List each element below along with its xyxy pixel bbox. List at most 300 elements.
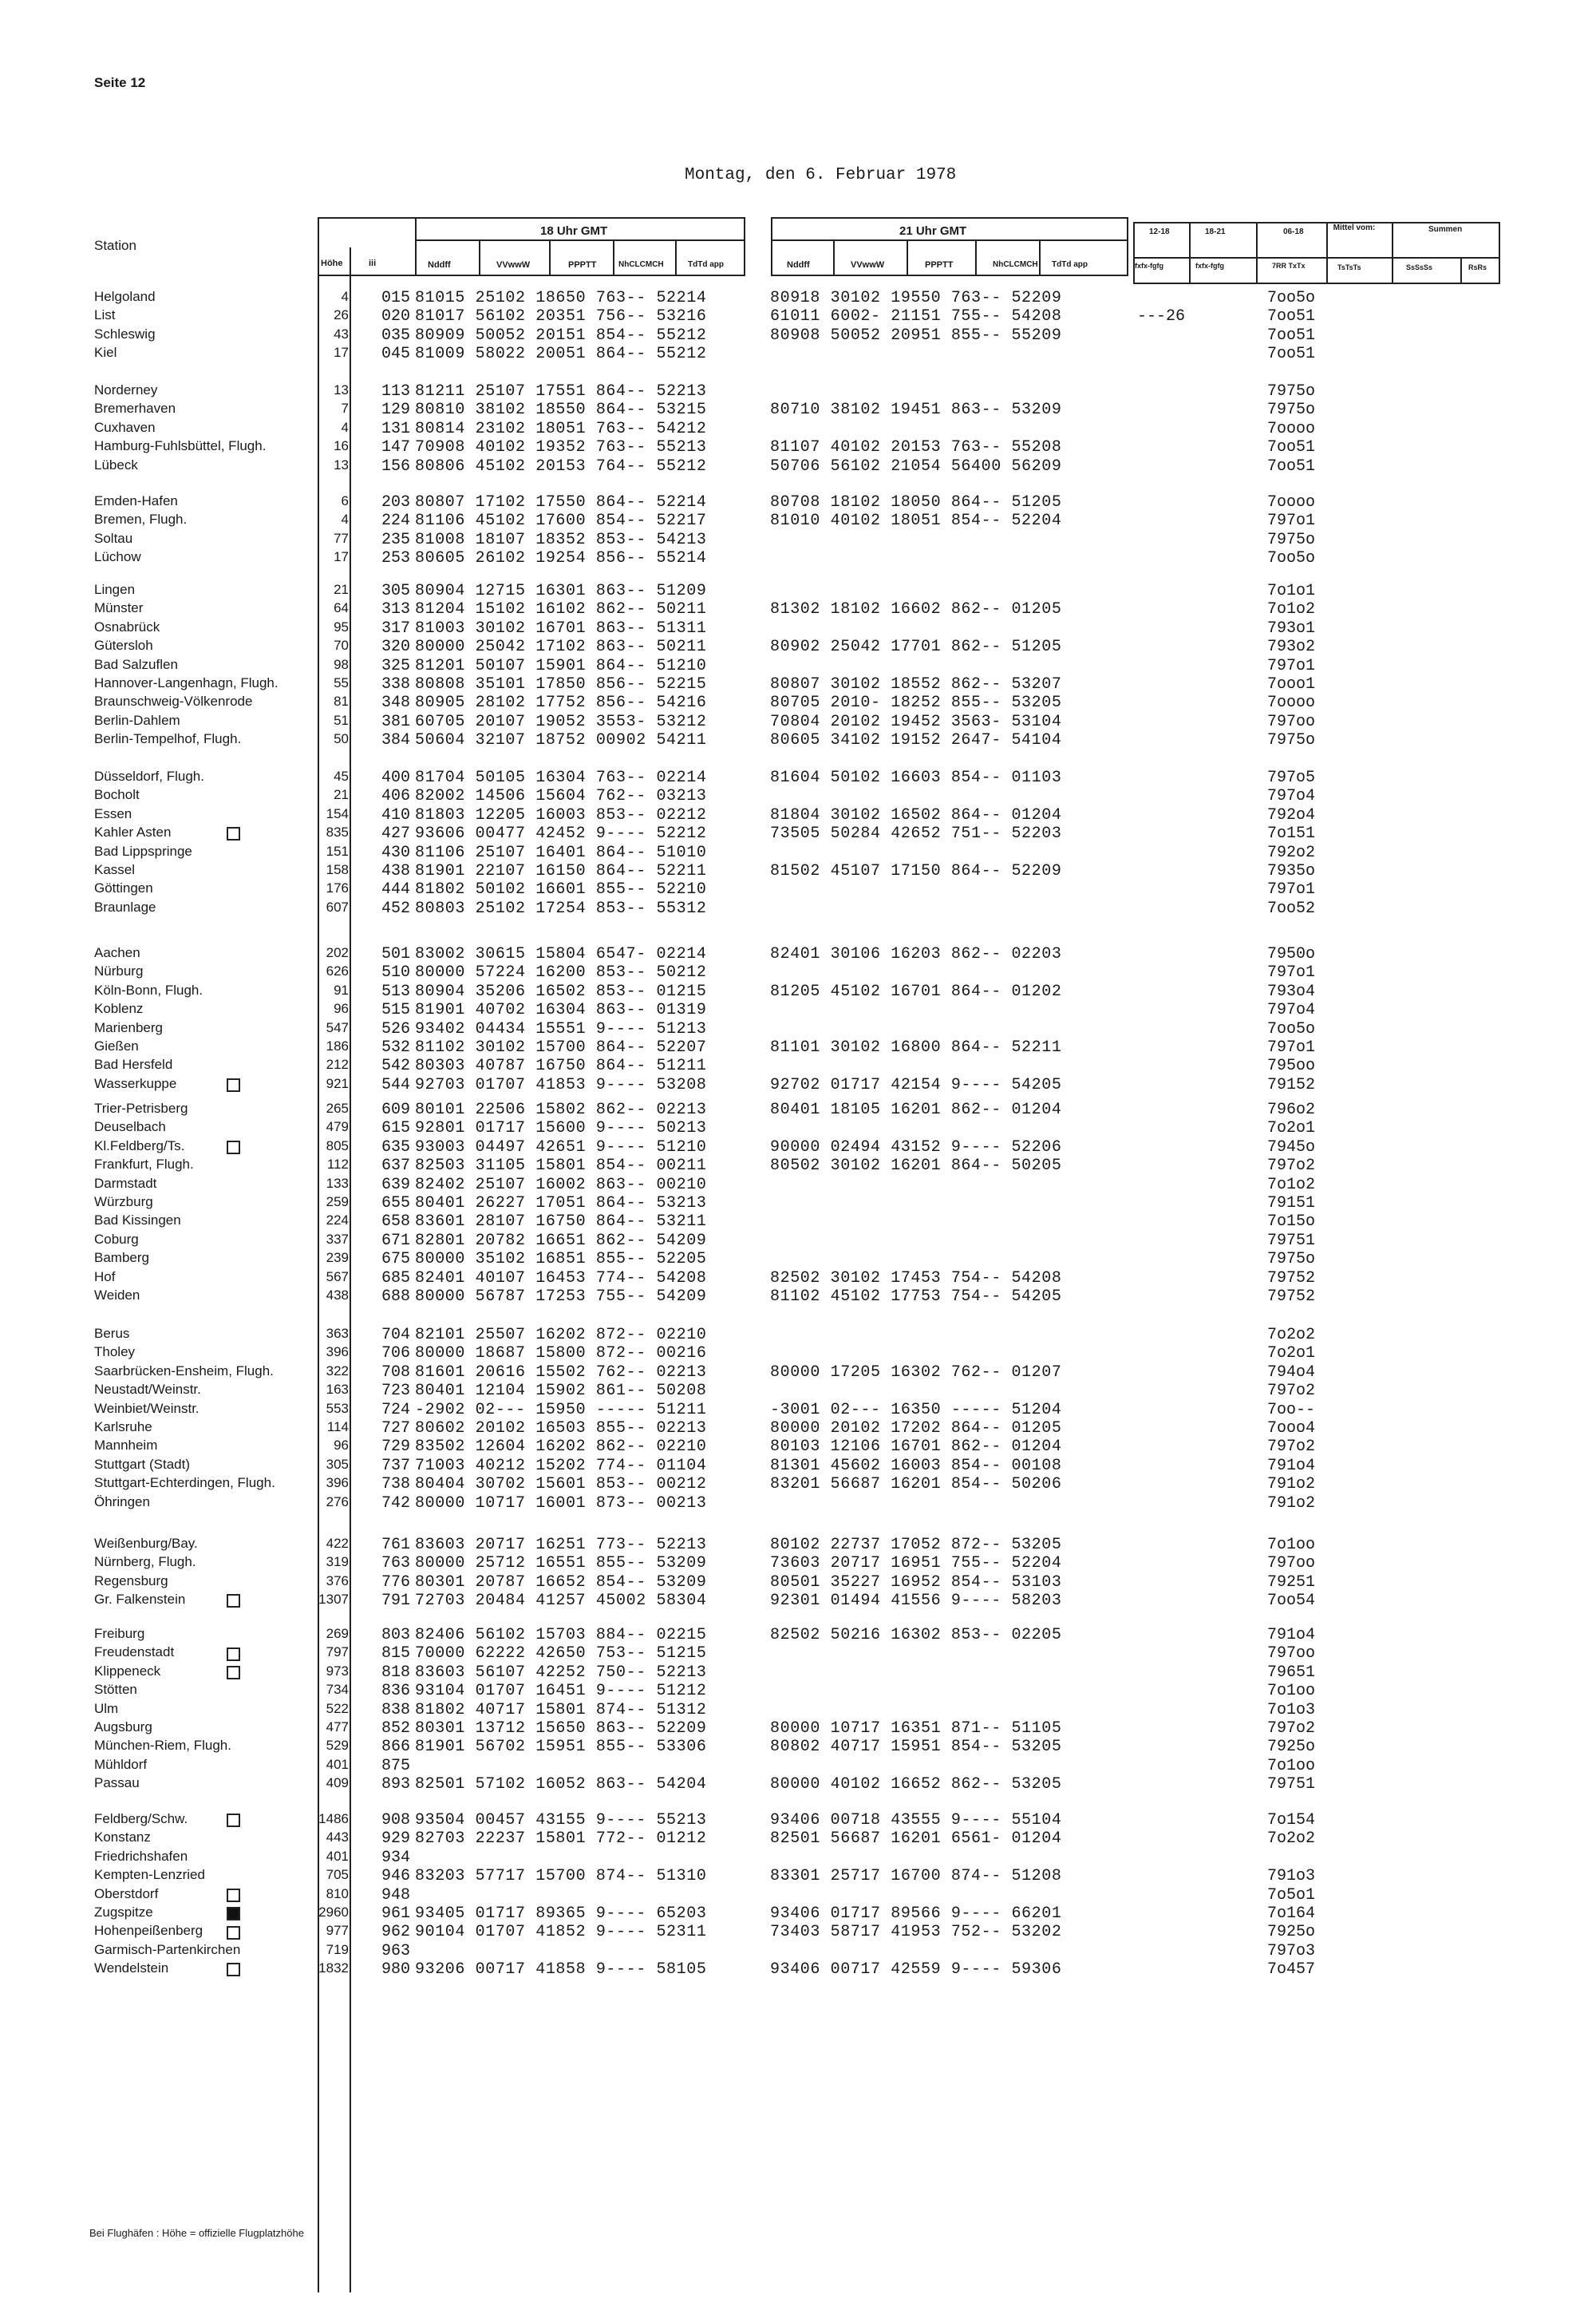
station-number: 738 [381, 1475, 411, 1494]
mittel-value: 7o15o [1267, 1212, 1316, 1232]
mittel-value: 791o3 [1267, 1867, 1316, 1886]
station-row [0, 1573, 1596, 1592]
obs-18-gmt: 81106 25107 16401 864-- 51010 [415, 843, 707, 862]
header-iii: iii [369, 259, 377, 268]
station-number: 963 [381, 1941, 411, 1960]
mittel-value: 7oooo [1267, 419, 1316, 438]
mittel-value: 791o2 [1267, 1475, 1316, 1494]
station-row [0, 345, 1596, 364]
station-row [0, 1536, 1596, 1555]
station-row [0, 1738, 1596, 1757]
mittel-value: 7o2o1 [1267, 1344, 1316, 1363]
station-row [0, 1942, 1596, 1961]
station-row [0, 1288, 1596, 1307]
station-hoehe: 16 [334, 438, 349, 454]
obs-21-gmt: 90000 02494 43152 9---- 52206 [770, 1137, 1062, 1157]
mittel-value: 7oo52 [1267, 899, 1316, 918]
station-name: Braunschweig-Völkenrode [94, 694, 253, 710]
obs-18-gmt: 80000 10717 16001 873-- 00213 [415, 1493, 707, 1513]
mittel-value: 7o1o3 [1267, 1700, 1316, 1719]
station-name: Ulm [94, 1700, 119, 1716]
obs-21-gmt: 80705 2010- 18252 855-- 53205 [770, 694, 1062, 713]
obs-18-gmt: 71003 40212 15202 774-- 01104 [415, 1456, 707, 1475]
station-number: 737 [381, 1456, 411, 1475]
station-row [0, 1250, 1596, 1269]
obs-21-gmt: 80000 10717 16351 871-- 51105 [770, 1719, 1062, 1738]
station-number: 763 [381, 1554, 411, 1573]
mittel-value: 794o4 [1267, 1363, 1316, 1382]
station-hoehe: 337 [326, 1231, 349, 1247]
station-hoehe: 21 [334, 582, 349, 597]
station-name: Oberstdorf [94, 1885, 159, 1901]
obs-18-gmt: 50604 32107 18752 00902 54211 [415, 731, 707, 750]
station-name: Freiburg [94, 1626, 145, 1641]
sub-1821: fxfx-fgfg [1195, 262, 1224, 270]
station-row [0, 512, 1596, 531]
station-number: 946 [381, 1867, 411, 1886]
station-row [0, 862, 1596, 881]
station-hoehe: 2960 [318, 1905, 349, 1920]
station-number: 235 [381, 530, 411, 549]
obs-18-gmt: 81204 15102 16102 862-- 50211 [415, 600, 707, 619]
station-row [0, 900, 1596, 919]
obs-21-gmt: 70804 20102 19452 3563- 53104 [770, 712, 1062, 731]
station-row [0, 1057, 1596, 1076]
station-name: Aachen [94, 945, 140, 960]
station-row [0, 713, 1596, 732]
station-number: 515 [381, 1001, 411, 1020]
station-hoehe: 805 [326, 1137, 349, 1153]
obs-18-gmt: 80905 28102 17752 856-- 54216 [415, 694, 707, 713]
obs-18-gmt: 82101 25507 16202 872-- 02210 [415, 1326, 707, 1344]
station-name: Kahler Asten [94, 825, 172, 841]
obs-21-gmt: 81107 40102 20153 763-- 55208 [770, 438, 1062, 457]
obs-18-gmt: 80909 50052 20151 854-- 55212 [415, 326, 707, 345]
station-name: Neustadt/Weinstr. [94, 1382, 201, 1398]
obs-18-gmt: 70908 40102 19352 763-- 55213 [415, 438, 707, 457]
station-hoehe: 96 [334, 1001, 349, 1017]
station-name: Bad Lippspringe [94, 843, 192, 859]
station-row [0, 1775, 1596, 1794]
station-row [0, 963, 1596, 983]
station-number: 875 [381, 1756, 411, 1775]
station-number: 542 [381, 1057, 411, 1076]
station-name: Bremen, Flugh. [94, 512, 188, 528]
sub-mittel: TsTsTs [1337, 263, 1361, 271]
station-number: 658 [381, 1212, 411, 1232]
obs-18-gmt: 80605 26102 19254 856-- 55214 [415, 549, 707, 568]
station-number: 836 [381, 1682, 411, 1701]
mittel-value: 7o154 [1267, 1811, 1316, 1829]
station-hoehe: 607 [326, 899, 349, 915]
station-row [0, 1382, 1596, 1401]
station-number: 791 [381, 1592, 411, 1611]
obs-18-gmt: 93402 04434 15551 9---- 51213 [415, 1019, 707, 1038]
obs-21-gmt: 83301 25717 16700 874-- 51208 [770, 1867, 1062, 1886]
station-number: 655 [381, 1194, 411, 1212]
col-0618: 06-18 [1283, 227, 1304, 236]
obs-18-gmt: 80904 12715 16301 863-- 51209 [415, 582, 707, 600]
station-hoehe: 212 [326, 1057, 349, 1073]
station-name: Weinbiet/Weinstr. [94, 1400, 200, 1416]
station-name: Lübeck [94, 457, 138, 473]
obs-18-gmt: 80807 17102 17550 864-- 52214 [415, 493, 707, 512]
station-name: Bocholt [94, 787, 140, 803]
station-hoehe: 224 [326, 1212, 349, 1228]
station-hoehe: 239 [326, 1250, 349, 1266]
station-row [0, 1554, 1596, 1573]
station-row [0, 1644, 1596, 1663]
station-row [0, 1719, 1596, 1738]
mittel-value: 791o4 [1267, 1456, 1316, 1475]
station-name: Stötten [94, 1682, 137, 1698]
station-hoehe: 835 [326, 825, 349, 841]
obs-18-gmt: 80000 57224 16200 853-- 50212 [415, 963, 707, 983]
station-name: Klippeneck [94, 1663, 161, 1679]
station-name: Berlin-Dahlem [94, 712, 180, 728]
obs-21-gmt: 81604 50102 16603 854-- 01103 [770, 769, 1062, 787]
station-hoehe: 529 [326, 1738, 349, 1754]
station-name: Göttingen [94, 880, 153, 896]
station-row [0, 1475, 1596, 1494]
station-hoehe: 13 [334, 457, 349, 473]
station-name: Gießen [94, 1038, 139, 1054]
station-hoehe: 4 [341, 289, 349, 304]
obs-18-gmt: 81704 50105 16304 763-- 02214 [415, 769, 707, 787]
open-square-icon [227, 1889, 240, 1902]
station-number: 675 [381, 1250, 411, 1269]
mittel-value: 796o2 [1267, 1101, 1316, 1119]
mittel-value: 797o5 [1267, 769, 1316, 787]
station-number: 131 [381, 419, 411, 438]
station-name: Norderney [94, 382, 158, 398]
station-hoehe: 21 [334, 787, 349, 803]
obs-18-gmt: 90104 01707 41852 9---- 52311 [415, 1923, 707, 1942]
open-square-icon [227, 1141, 240, 1154]
station-row [0, 619, 1596, 639]
mittel-value: 7o1o1 [1267, 582, 1316, 600]
obs-21-gmt: 73603 20717 16951 755-- 52204 [770, 1554, 1062, 1573]
obs-21-gmt: 81205 45102 16701 864-- 01202 [770, 982, 1062, 1001]
mittel-value: 797o4 [1267, 787, 1316, 806]
station-hoehe: 163 [326, 1382, 349, 1398]
sub-0618: 7RR TxTx [1272, 262, 1306, 270]
station-name: Nürnberg, Flugh. [94, 1554, 196, 1570]
station-name: Weiden [94, 1288, 140, 1303]
station-row [0, 438, 1596, 457]
station-name: Friedrichshafen [94, 1848, 188, 1864]
mittel-value: 7975o [1267, 382, 1316, 401]
sub-sum1: SsSsSs [1406, 263, 1433, 271]
station-number: 727 [381, 1419, 411, 1438]
mittel-value: 7975o [1267, 401, 1316, 420]
station-name: Kempten-Lenzried [94, 1867, 205, 1883]
mittel-value: 7o1o2 [1267, 600, 1316, 619]
station-hoehe: 734 [326, 1682, 349, 1698]
station-number: 381 [381, 712, 411, 731]
station-name: Wasserkuppe [94, 1075, 177, 1091]
station-name: Karlsruhe [94, 1419, 152, 1434]
mittel-value: 7945o [1267, 1137, 1316, 1157]
station-row [0, 600, 1596, 619]
obs-18-gmt: 80000 25712 16551 855-- 53209 [415, 1554, 707, 1573]
station-hoehe: 55 [334, 675, 349, 690]
col21-nhclcmch: NhCLCMCH [993, 260, 1038, 269]
obs-21-gmt: -3001 02--- 16350 ----- 51204 [770, 1400, 1062, 1419]
mittel-value: 7oo5o [1267, 289, 1316, 307]
obs-21-gmt: 80000 17205 16302 762-- 01207 [770, 1363, 1062, 1382]
station-row [0, 1176, 1596, 1195]
station-row [0, 1157, 1596, 1176]
mittel-value: 7o5o1 [1267, 1885, 1316, 1905]
station-number: 815 [381, 1644, 411, 1663]
obs-21-gmt: 50706 56102 21054 56400 56209 [770, 457, 1062, 476]
page-label: Seite 12 [94, 75, 146, 90]
station-name: Mühldorf [94, 1756, 148, 1772]
station-hoehe: 1486 [318, 1811, 349, 1826]
obs-18-gmt: 81211 25107 17551 864-- 52213 [415, 382, 707, 401]
station-name: Nürburg [94, 963, 144, 979]
mittel-value: 7oo5o [1267, 549, 1316, 568]
obs-18-gmt: 81003 30102 16701 863-- 51311 [415, 619, 707, 638]
station-hoehe: 112 [326, 1157, 349, 1173]
obs-18-gmt: 72703 20484 41257 45002 58304 [415, 1592, 707, 1611]
station-name: Marienberg [94, 1019, 163, 1035]
mittel-value: 7925o [1267, 1923, 1316, 1942]
station-hoehe: 977 [326, 1923, 349, 1939]
station-name: Bad Kissingen [94, 1212, 181, 1228]
station-row [0, 945, 1596, 964]
mittel-value: 7oo51 [1267, 438, 1316, 457]
col-mittel: Mittel vom: [1333, 223, 1376, 232]
station-hoehe: 443 [326, 1829, 349, 1845]
station-number: 544 [381, 1075, 411, 1094]
mittel-value: 79251 [1267, 1572, 1316, 1592]
station-name: Kl.Feldberg/Ts. [94, 1137, 185, 1153]
mittel-value: 7935o [1267, 862, 1316, 880]
station-name: Essen [94, 805, 132, 821]
station-number: 438 [381, 862, 411, 880]
mittel-value: 7oo5o [1267, 1019, 1316, 1038]
obs-21-gmt: 80802 40717 15951 854-- 53205 [770, 1738, 1062, 1757]
obs-21-gmt: 81301 45602 16003 854-- 00108 [770, 1456, 1062, 1475]
station-number: 501 [381, 945, 411, 963]
obs-21-gmt: 82501 56687 16201 6561- 01204 [770, 1829, 1062, 1849]
station-row [0, 983, 1596, 1002]
station-row [0, 825, 1596, 844]
station-name: Hamburg-Fuhlsbüttel, Flugh. [94, 438, 267, 454]
station-hoehe: 6 [341, 493, 349, 508]
station-row [0, 1038, 1596, 1058]
station-number: 348 [381, 694, 411, 713]
mittel-value: 7o1oo [1267, 1536, 1316, 1554]
mittel-value: 7950o [1267, 945, 1316, 963]
obs-21-gmt: 81102 45102 17753 754-- 54205 [770, 1288, 1062, 1306]
station-name: Trier-Petrisberg [94, 1101, 188, 1116]
station-number: 384 [381, 731, 411, 750]
station-number: 320 [381, 638, 411, 657]
col18-ppptt: PPPTT [568, 260, 597, 270]
station-hoehe: 133 [326, 1175, 349, 1191]
station-name: Düsseldorf, Flugh. [94, 769, 204, 784]
station-number: 961 [381, 1905, 411, 1923]
obs-21-gmt: 82502 30102 17453 754-- 54208 [770, 1268, 1062, 1288]
obs-18-gmt: 80401 12104 15902 861-- 50208 [415, 1382, 707, 1401]
obs-21-gmt: 80902 25042 17701 862-- 51205 [770, 638, 1062, 657]
mittel-value: 79751 [1267, 1231, 1316, 1250]
station-name: Bremerhaven [94, 401, 176, 417]
station-row [0, 1849, 1596, 1868]
station-number: 430 [381, 843, 411, 862]
obs-18-gmt: 83002 30615 15804 6547- 02214 [415, 945, 707, 963]
station-row [0, 1076, 1596, 1095]
station-number: 400 [381, 769, 411, 787]
obs-18-gmt: 80301 20787 16652 854-- 53209 [415, 1572, 707, 1592]
mittel-value: 793o2 [1267, 638, 1316, 657]
station-name: Bad Hersfeld [94, 1057, 173, 1073]
station-hoehe: 705 [326, 1867, 349, 1883]
station-number: 615 [381, 1119, 411, 1138]
obs-18-gmt: 70000 62222 42650 753-- 51215 [415, 1644, 707, 1663]
station-hoehe: 269 [326, 1626, 349, 1641]
obs-18-gmt: 83203 57717 15700 874-- 51310 [415, 1867, 707, 1886]
obs-21-gmt: 92702 01717 42154 9---- 54205 [770, 1075, 1062, 1094]
mittel-value: 7o457 [1267, 1960, 1316, 1980]
obs-18-gmt: 80000 56787 17253 755-- 54209 [415, 1288, 707, 1306]
station-number: 723 [381, 1382, 411, 1401]
station-row [0, 1494, 1596, 1513]
station-hoehe: 45 [334, 769, 349, 784]
station-name: Helgoland [94, 289, 156, 304]
mittel-value: 7o2o1 [1267, 1119, 1316, 1138]
station-hoehe: 319 [326, 1554, 349, 1570]
mittel-value: 792o4 [1267, 805, 1316, 825]
obs-21-gmt: 80605 34102 19152 2647- 54104 [770, 731, 1062, 750]
station-number: 532 [381, 1038, 411, 1057]
obs-21-gmt: 80102 22737 17052 872-- 53205 [770, 1536, 1062, 1554]
obs-21-gmt: 82401 30106 16203 862-- 02203 [770, 945, 1062, 963]
station-number: 305 [381, 582, 411, 600]
mittel-value: 7o1oo [1267, 1682, 1316, 1701]
obs-21-gmt: 92301 01494 41556 9---- 58203 [770, 1592, 1062, 1611]
station-name: Garmisch-Partenkirchen [94, 1941, 241, 1957]
station-number: 427 [381, 825, 411, 844]
obs-21-gmt: 80401 18105 16201 862-- 01204 [770, 1101, 1062, 1119]
mittel-value: 7oo51 [1267, 326, 1316, 345]
station-name: Berus [94, 1326, 130, 1341]
mittel-value: 795oo [1267, 1057, 1316, 1076]
obs-18-gmt: 81017 56102 20351 756-- 53216 [415, 307, 707, 326]
mittel-value: 7oo51 [1267, 307, 1316, 326]
station-name: Lüchow [94, 549, 141, 565]
station-number: 908 [381, 1811, 411, 1829]
col21-tdtd: TdTd app [1052, 260, 1088, 269]
mittel-value: 797o3 [1267, 1941, 1316, 1960]
mittel-value: 797o1 [1267, 880, 1316, 900]
station-row [0, 1138, 1596, 1157]
mittel-value: 7975o [1267, 731, 1316, 750]
station-name: Bamberg [94, 1250, 149, 1266]
obs-21-gmt: 81804 30102 16502 864-- 01204 [770, 805, 1062, 825]
station-name: Tholey [94, 1344, 136, 1360]
station-name: Gr. Falkenstein [94, 1592, 186, 1608]
station-row [0, 1757, 1596, 1776]
obs-21-gmt: 93406 00718 43555 9---- 55104 [770, 1811, 1062, 1829]
station-hoehe: 973 [326, 1663, 349, 1679]
col-1218: 12-18 [1149, 227, 1170, 236]
station-row [0, 1269, 1596, 1288]
mittel-value: 79151 [1267, 1194, 1316, 1212]
station-name: Zugspitze [94, 1905, 153, 1920]
station-name: Cuxhaven [94, 419, 156, 435]
station-hoehe: 479 [326, 1119, 349, 1135]
obs-21-gmt: 83201 56687 16201 854-- 50206 [770, 1475, 1062, 1494]
station-hoehe: 186 [326, 1038, 349, 1054]
station-number: 113 [381, 382, 411, 401]
col18-vvwww: VVwwW [496, 260, 531, 270]
station-hoehe: 7 [341, 401, 349, 417]
station-row [0, 1194, 1596, 1213]
obs-18-gmt: 80404 30702 15601 853-- 00212 [415, 1475, 707, 1494]
station-number: 803 [381, 1626, 411, 1644]
station-hoehe: 154 [326, 805, 349, 821]
open-square-icon [227, 827, 240, 841]
obs-21-gmt: 73403 58717 41953 752-- 53202 [770, 1923, 1062, 1942]
station-name: Regensburg [94, 1572, 168, 1588]
mittel-value: 7o164 [1267, 1905, 1316, 1923]
station-row [0, 694, 1596, 713]
station-number: 688 [381, 1288, 411, 1306]
col18-nhclcmch: NhCLCMCH [618, 260, 664, 269]
mittel-value: 797o2 [1267, 1157, 1316, 1176]
station-name: Darmstadt [94, 1175, 157, 1191]
open-square-icon [227, 1078, 240, 1092]
open-square-icon [227, 1926, 240, 1940]
station-name: Coburg [94, 1231, 139, 1247]
station-number: 156 [381, 457, 411, 476]
station-hoehe: 151 [326, 843, 349, 859]
station-row [0, 1020, 1596, 1039]
obs-21-gmt: 81502 45107 17150 864-- 52209 [770, 862, 1062, 880]
sub-sum2: RsRs [1468, 263, 1487, 271]
col21-nddff: Nddff [787, 260, 810, 270]
obs-18-gmt: 82703 22237 15801 772-- 01212 [415, 1829, 707, 1849]
obs-18-gmt: 80000 25042 17102 863-- 50211 [415, 638, 707, 657]
station-hoehe: 265 [326, 1101, 349, 1116]
station-row [0, 1663, 1596, 1683]
station-number: 729 [381, 1438, 411, 1457]
station-row [0, 1326, 1596, 1345]
station-number: 838 [381, 1700, 411, 1719]
station-hoehe: 1832 [318, 1960, 349, 1976]
station-name: Mannheim [94, 1438, 158, 1454]
obs-18-gmt: -2902 02--- 15950 ----- 51211 [415, 1400, 707, 1419]
station-number: 637 [381, 1157, 411, 1176]
obs-18-gmt: 81009 58022 20051 864-- 55212 [415, 345, 707, 364]
station-name: Schleswig [94, 326, 156, 342]
obs-18-gmt: 80101 22506 15802 862-- 02213 [415, 1101, 707, 1119]
station-row [0, 1867, 1596, 1886]
obs-18-gmt: 83601 28107 16750 864-- 53211 [415, 1212, 707, 1232]
station-row [0, 880, 1596, 900]
mittel-value: 7o151 [1267, 825, 1316, 844]
station-name: Frankfurt, Flugh. [94, 1157, 194, 1173]
station-name: Stuttgart (Stadt) [94, 1456, 190, 1472]
station-number: 704 [381, 1326, 411, 1344]
obs-21-gmt: 81302 18102 16602 862-- 01205 [770, 600, 1062, 619]
obs-21-gmt: 80908 50052 20951 855-- 55209 [770, 326, 1062, 345]
station-hoehe: 422 [326, 1536, 349, 1551]
